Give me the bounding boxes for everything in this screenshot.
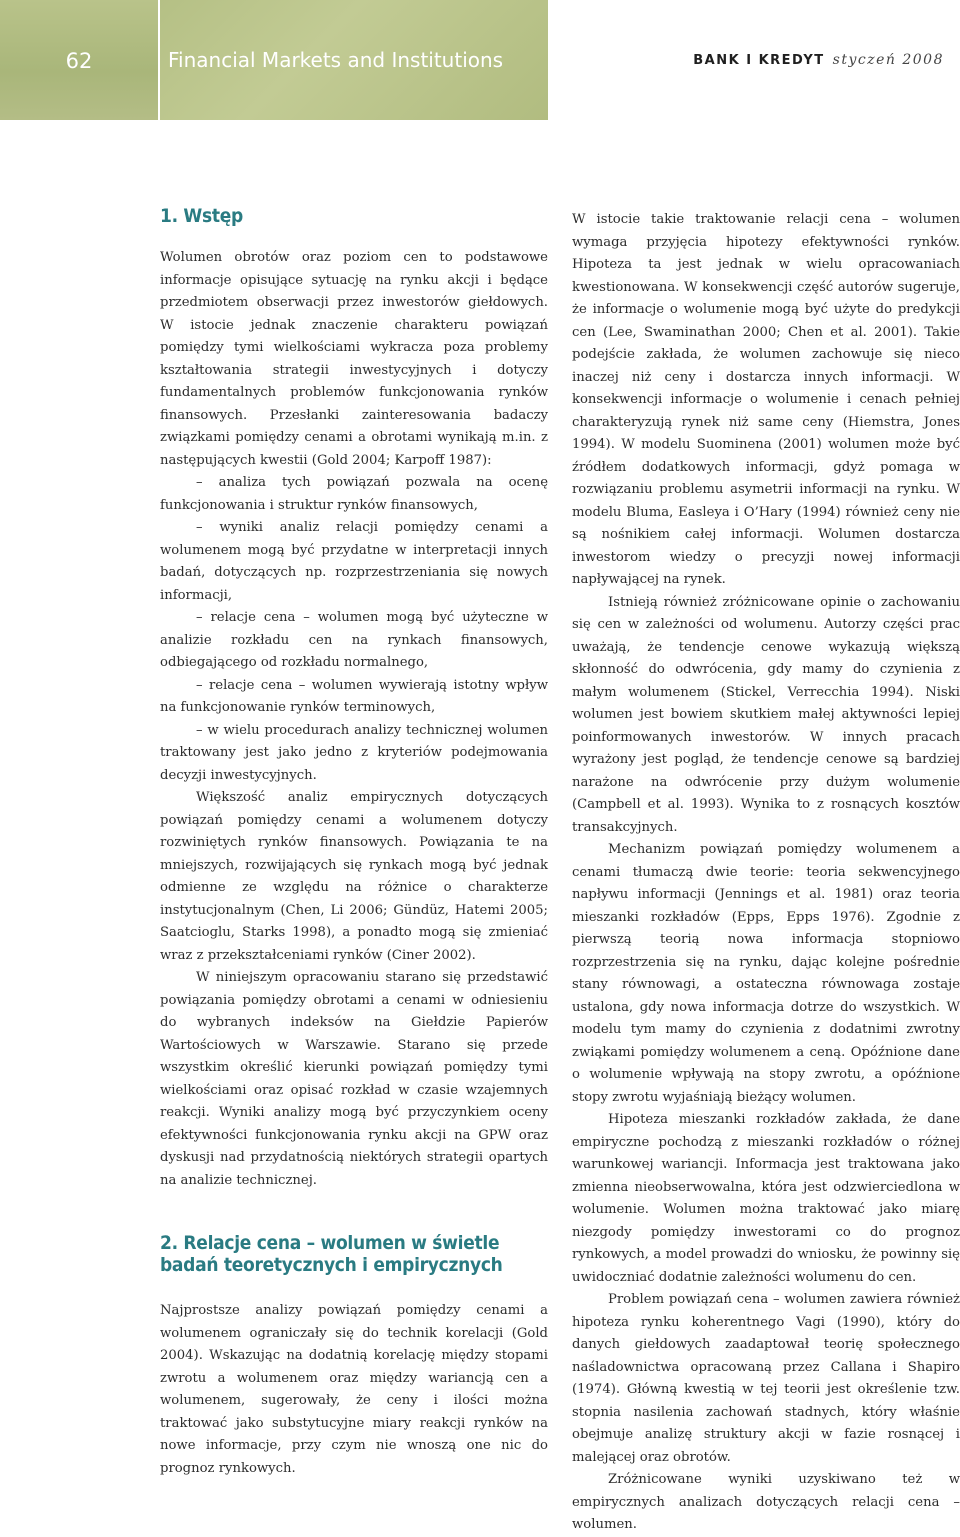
list-item: – relacje cena – wolumen mogą być użyteczne w analizie rozkładu cen na rynkach finansowych, odbiegającego od rozkładu normalnego, xyxy=(160,610,548,670)
list-item: – w wielu procedurach analizy technicznej wolumen traktowany jest jako jedno z kryteriów podejmowania decyzji inwestycyjnych. xyxy=(160,722,548,783)
paragraph: Wolumen obrotów oraz poziom cen to podstawowe informacje opisujące sytuację na rynku akcji i będące przedmiotem obserwacji przez inwestorów giełdowych. W istocie jednak znaczenie charakteru powiązań pomiędzy tymi wielkościami wykracza poza problemy kształtowania strategii inwestycyjnych i dotyczy fundamentalnych problemów funkcjonowania rynków finansowych. Przesłanki zainteresowania badaczy związkami pomiędzy cenami a obrotami wynikają m.in. z następujących kwestii (Gold 2004; Karpoff 1987): xyxy=(160,250,548,468)
paragraph: W niniejszym opracowaniu starano się przedstawić powiązania pomiędzy obrotami a cenami w odniesieniu do wybranych indeksów na Giełdzie Papierów Wartościowych w Warszawie. Starano się przede wszystkim określić kierunki powiązań pomiędzy tymi wielkościami oraz opisać rozkład w czasie wzajemnych reakcji. Wyniki analizy mogą być przyczynkiem oceny efektywności funkcjonowania rynku akcji na GPW oraz dyskusji nad przydatnością niektórych strategii opartych na analizie technicznej. xyxy=(160,970,548,1188)
paragraph: Hipoteza mieszanki rozkładów zakłada, że dane empiryczne pochodzą z mieszanki rozkładów o różnej warunkowej wariancji. Informacja jest traktowana jako zmienna nieobserwowalna, która jest odzwierciedlona w wolumenie. Wolumen można traktować jako miarę niezgody pomiędzy inwestorami co do prognoz rynkowych, a model prowadzi do wniosku, że powinny się uwidoczniać dodatnie zależności wolumenu do cen. xyxy=(572,1112,960,1285)
paragraph: Zróżnicowane wyniki uzyskiwano też w empirycznych analizach dotyczących relacji cena – wolumen. xyxy=(572,1472,960,1532)
page-number: 62 xyxy=(0,0,158,120)
list-item: – relacje cena – wolumen wywierają istotny wpływ na funkcjonowanie rynków terminowych, xyxy=(160,677,548,715)
list-item: – analiza tych powiązań pozwala na ocenę funkcjonowania i struktur rynków finansowych, xyxy=(160,475,548,513)
section2-heading: 2. Relacje cena – wolumen w świetle badań teoretycznych i empirycznych xyxy=(160,1232,503,1276)
right-column xyxy=(572,209,960,1537)
journal-name: BANK I KREDYT xyxy=(693,52,825,68)
page-header xyxy=(0,0,960,120)
running-title: Financial Markets and Institutions xyxy=(160,0,548,120)
journal-info xyxy=(548,0,960,120)
list-item: – wyniki analiz relacji pomiędzy cenami a wolumenem mogą być przydatne w interpretacji innych badań, dotyczących np. rozprzestrzeniania się nowych informacji, xyxy=(160,520,548,603)
section1-heading: 1. Wstęp xyxy=(160,205,243,227)
paragraph: Istnieją również zróżnicowane opinie o zachowaniu się cen w zależności od wolumenu. Autorzy części prac uważają, że tendencje cenowe wykazują większą skłonność do odwrócenia, gdy mamy do czynienia z małym wolumenem (Stickel, Verrecchia 1994). Niski wolumen jest bowiem skutkiem małej aktywności lepiej poinformowanych inwestorów. W innych pracach wyrażony jest pogląd, że tendencje cenowe są bardziej narażone na odwrócenie przy dużym wolumenie (Campbell et al. 1993). Wynika to z rosnących kosztów transakcyjnych. xyxy=(572,594,960,835)
left-column xyxy=(160,205,548,1480)
issue-date: styczeń 2008 xyxy=(832,52,944,68)
paragraph: W istocie takie traktowanie relacji cena – wolumen wymaga przyjęcia hipotezy efektywności rynków. Hipoteza ta jest jednak w wielu opracowaniach kwestionowana. W konsekwencji część autorów sugeruje, że informacje o wolumenie mogą być użyte do predykcji cen (Lee, Swaminathan 2000; Chen et al. 2001). Takie podejście zakłada, że wolumen zachowuje się nieco inaczej niż ceny i dostarcza innych informacji. W konsekwencji informacje o wolumenie i cenach pełniej charakteryzują rynek niż same ceny (Hiemstra, Jones 1994). W modelu Suominena (2001) wolumen może być źródłem dodatkowych informacji, gdyż pomaga w rozwiązaniu problemu asymetrii informacji na rynku. W modelu Bluma, Easleya i O’Hary (1994) również ceny nie są nośnikiem całej informacji. Wolumen dostarcza inwestorom wiedzy o precyzji nowej informacji napływającej na rynek. xyxy=(572,212,960,587)
paragraph: Problem powiązań cena – wolumen zawiera również hipoteza rynku koherentnego Vagi (1990), który do danych giełdowych zaadaptował teorię społecznego naśladownictwa opracowaną przez Callana i Shapiro (1974). Główną kwestią w tej teorii jest określenie tzw. stopnia nasilenia zachowań stadnych, który właśnie obejmuje analizę struktury akcji w fazie rosnącej i malejącej oraz obrotów. xyxy=(572,1292,960,1465)
paragraph: Najprostsze analizy powiązań pomiędzy cenami a wolumenem ograniczały się do technik korelacji (Gold 2004). Wskazując na dodatnią korelację między stopami zwrotu a wolumenem oraz między wariancją cen a wolumenem, sugerowały, że ceny i ilości można traktować jako substytucyjne miary reakcji rynków na nowe informacje, przy czym nie wnoszą one nic do prognoz rynkowych. xyxy=(160,1303,548,1476)
paragraph: Większość analiz empirycznych dotyczących powiązań pomiędzy cenami a wolumenem dotyczy rozwiniętych rynków finansowych. Powiązania te na mniejszych, rozwijających się rynkach mogą być jednak odmienne ze względu na różnice o charakterze instytucjonalnym (Chen, Li 2006; Gündüz, Hatemi 2005; Saatcioglu, Starks 1998), a ponadto mogą się zmieniać wraz z przekształceniami rynków (Ciner 2002). xyxy=(160,790,548,963)
paragraph: Mechanizm powiązań pomiędzy wolumenem a cenami tłumaczą dwie teorie: teoria sekwencyjnego napływu informacji (Jennings et al. 1981) oraz teoria mieszanki rozkładów (Epps, Epps 1976). Zgodnie z pierwszą teorią nowa informacja stopniowo rozprzestrzenia się na rynku, dając kolejne pośrednie stany równowagi, a ostateczna równowaga zostaje ustalona, gdy nowa informacja dotrze do wszystkich. W modelu tym mamy do czynienia z dodatnimi zwrotny zwiąkami pomiędzy wolumenem a ceną. Opóźnione dane o wolumenie wpływają na stopy zwrotu, a opóźnione stopy zwrotu wyjaśniają bieżący wolumen. xyxy=(572,842,960,1105)
